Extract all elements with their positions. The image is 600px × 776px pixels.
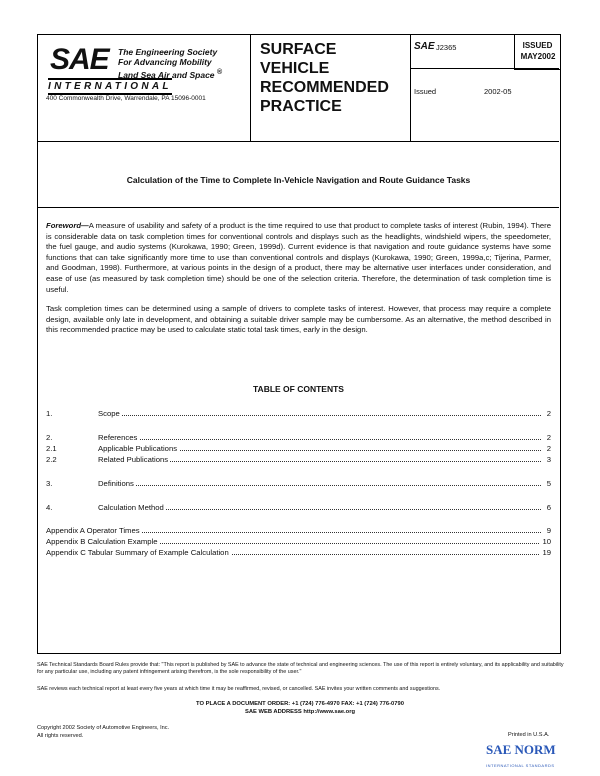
sae-tagline: The Engineering Society For Advancing Mobility Land Sea Air and Space ® [118,47,223,80]
document-type: SURFACE VEHICLE RECOMMENDED PRACTICE [260,41,389,115]
international-label: INTERNATIONAL [48,78,172,95]
foreword-section [46,221,551,345]
sae-norm-watermark: SAE NORM [486,742,556,757]
web-address: SAE WEB ADDRESS http://www.sae.org [244,709,356,715]
sae-logo: SAE [50,43,109,76]
publisher-block [38,35,251,141]
document-number-block [410,35,514,141]
toc-entry[interactable]: 2.1 Applicable Publications 2 [46,444,551,453]
status-block [514,35,560,70]
toc-entry[interactable]: 2. References 2 [46,433,551,442]
document-header [38,35,559,142]
foreword-paragraph-1: Foreword—A measure of usability and safety of a product is the time required to use that product to complete tasks of interest (Rubin, 1994). There is considerable data on task completion times for conventional controls and displays such as the headlights, windshield wipers, the speedometer, the fuel gauge, and audio systems (Kurokawa, 1990; Green, 1999d). Current evidence is that navigation and route guidance systems have some functions that can take significantly more time to use than conventional controls and displays (Kurokawa, 1990; Green, 1999a,c; Tijerina, Parmer, and Goodman, 1998). Furthermore, at various points in the design of a product, there may be alternative user interfaces under consideration, and ease of use (as measured by task completion time) should be one of the selection criteria. Therefore, the determination of task completion time is useful. [46,221,551,294]
toc-entry[interactable]: 1. Scope 2 [46,409,551,418]
foreword-paragraph-2: Task completion times can be determined using a sample of drivers to complete tasks of interest. However, that process may require a complete design, available only late in development, and obtaining a suitable driver sample may be cumbersome. As an alternative, the method described in this recommended practice may be used to calculate static total task times, early in the design. [46,304,551,335]
status-date: MAY2002 [520,52,556,61]
title-block [38,141,559,208]
toc-entry[interactable]: 3. Definitions 5 [46,479,551,488]
status-label: ISSUED [522,41,553,50]
toc-appendix-entry[interactable]: Appendix C Tabular Summary of Example Calculation 19 [46,548,551,557]
toc-appendix-entry[interactable]: Appendix A Operator Times 9 [46,526,551,535]
document-number: J2365 [436,43,457,52]
printed-in: Printed in U.S.A. [508,732,550,738]
issued-label: Issued [414,87,437,96]
toc-entry[interactable]: 4. Calculation Method 6 [46,503,551,512]
toc-heading: TABLE OF CONTENTS [253,384,344,394]
document-frame [37,34,561,654]
footer-review-note: SAE reviews each technical report at least every five years at which time it may be reaffirmed, revised, or cancelled. SAE invites your written comments and suggestions. [37,686,441,692]
issued-date: 2002-05 [484,87,512,96]
footer-rules: SAE Technical Standards Board Rules provide that: "This report is published by SAE to advance the state of technical and engineering sciences. The use of this report is entirely voluntary, and its applicability and suitability for any particular use, including any patent infringement arising therefrom, is the sole responsibility of the user." [37,662,564,675]
copyright: Copyright 2002 Society of Automotive Engineers, Inc. [37,725,170,731]
document-type-block [250,35,411,141]
rights-reserved: All rights reserved. [37,733,84,739]
toc-entry[interactable]: 2.2 Related Publications 3 [46,455,551,464]
publisher-address: 400 Commonwealth Drive, Warrendale, PA 15096-0001 [46,95,206,102]
order-info: TO PLACE A DOCUMENT ORDER: +1 (724) 776-4970 FAX: +1 (724) 776-0790 [196,701,404,707]
sae-small-logo: SAE [414,41,435,52]
toc-appendix-entry[interactable]: Appendix B Calculation Example 10 [46,537,551,546]
watermark-subtitle: INTERNATIONAL STANDARDS [486,763,555,768]
document-title: Calculation of the Time to Complete In-Vehicle Navigation and Route Guidance Tasks [126,175,471,185]
